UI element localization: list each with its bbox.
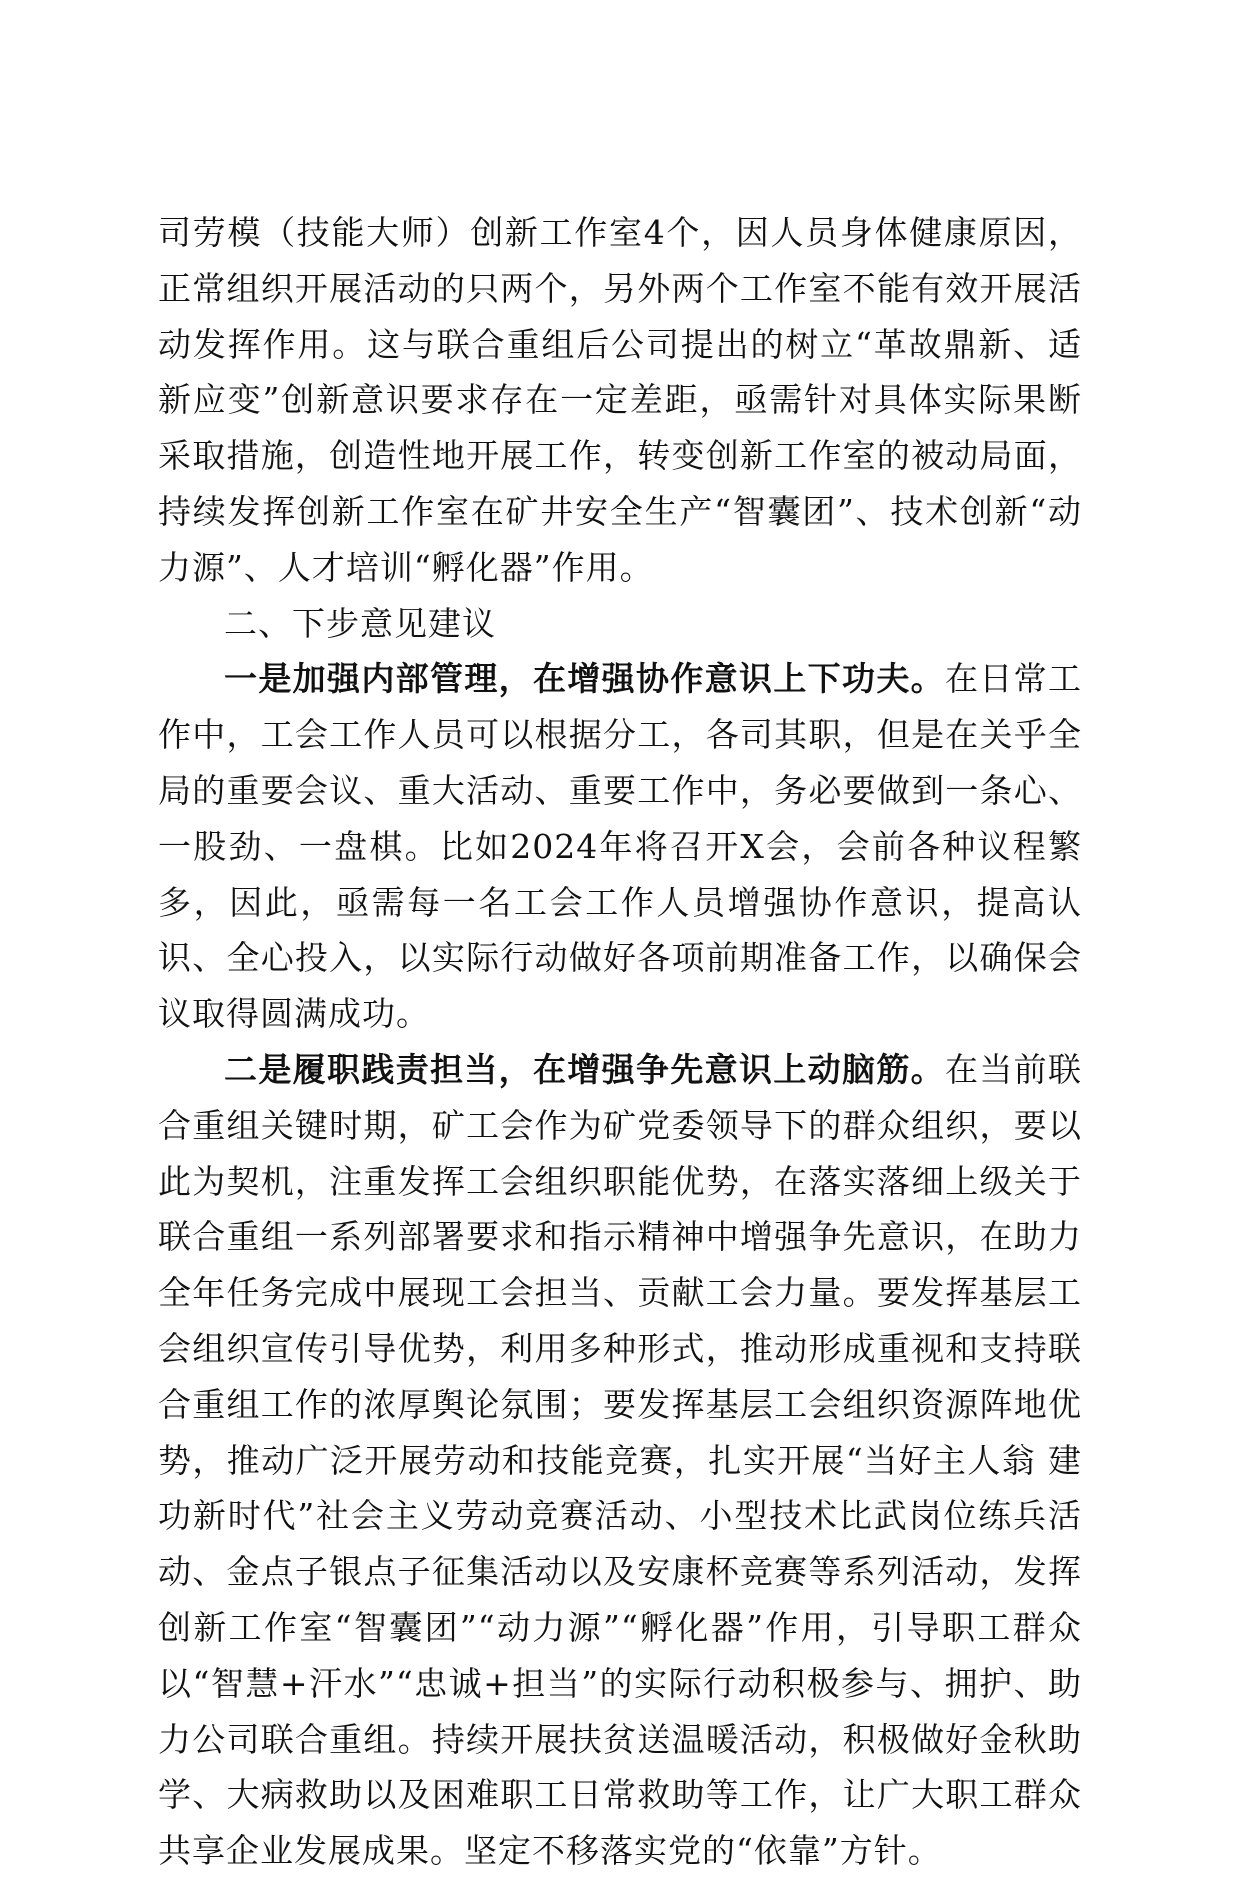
paragraph-item-1-lead: 一是加强内部管理，在增强协作意识上下功夫。 bbox=[224, 659, 945, 699]
paragraph-item-1 bbox=[158, 651, 1082, 1042]
paragraph-continuation: 司劳模（技能大师）创新工作室4个，因人员身体健康原因，正常组织开展活动的只两个，另外两个工作室不能有效开展活动发挥作用。这与联合重组后公司提出的树立“革故鼎新、适新应变”创新意识要求存在一定差距，亟需针对具体实际果断采取措施，创造性地开展工作，转变创新工作室的被动局面，持续发挥创新工作室在矿井安全生产“智囊团”、技术创新“动力源”、人才培训“孵化器”作用。 bbox=[158, 213, 1082, 587]
section-heading: 二、下步意见建议 bbox=[224, 603, 496, 643]
paragraph-item-1-body: 在日常工作中，工会工作人员可以根据分工，各司其职，但是在关乎全局的重要会议、重大活动、重要工作中，务必要做到一条心、一股劲、一盘棋。比如2024年将召开X会，会前各种议程繁多，因此，亟需每一名工会工作人员增强协作意识，提高认识、全心投入，以实际行动做好各项前期准备工作，以确保会议取得圆满成功。 bbox=[158, 659, 1083, 1034]
paragraph-item-2-body: 在当前联合重组关键时期，矿工会作为矿党委领导下的群众组织，要以此为契机，注重发挥工会组织职能优势，在落实落细上级关于联合重组一系列部署要求和指示精神中增强争先意识，在助力全年任务完成中展现工会担当、贡献工会力量。要发挥基层工会组织宣传引导优势，利用多种形式，推动形成重视和支持联合重组工作的浓厚舆论氛围；要发挥基层工会组织资源阵地优势，推动广泛开展劳动和技能竞赛，扎实开展“当好主人翁 建功新时代”社会主义劳动竞赛活动、小型技术比武岗位练兵活动、金点子银点子征集活动以及安康杯竞赛等系列活动，发挥创新工作室“智囊团”“动力源”“孵化器”作用，引导职工群众以“智慧+汗水”“忠诚+担当”的实际行动积极参与、拥护、助力公司联合重组。持续开展扶贫送温暖活动，积极做好金秋助学、大病救助以及困难职工日常救助等工作，让广大职工群众共享企业发展成果。坚定不移落实党的“依靠”方针。 bbox=[158, 1049, 1083, 1871]
paragraph-item-2 bbox=[158, 1042, 1082, 1879]
paragraph-item-2-lead: 二是履职践责担当，在增强争先意识上动脑筋。 bbox=[224, 1049, 945, 1089]
